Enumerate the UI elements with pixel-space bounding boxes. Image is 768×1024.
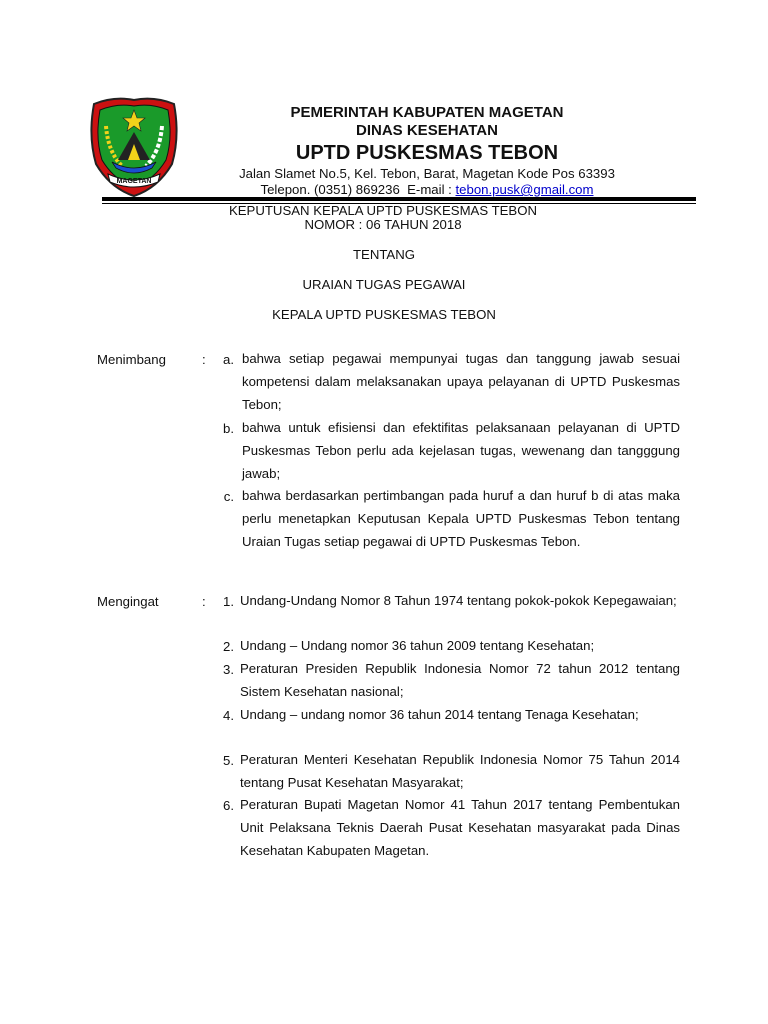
mengingat-marker-6: 6. bbox=[223, 798, 234, 813]
mengingat-marker-1: 1. bbox=[223, 594, 234, 609]
menimbang-marker-c: c. bbox=[223, 489, 234, 504]
decree-issuer: KEPALA UPTD PUSKESMAS TEBON bbox=[272, 307, 496, 322]
mengingat-item-2: Undang – Undang nomor 36 tahun 2009 tentang Kesehatan; bbox=[240, 638, 595, 653]
mengingat-item-4: Undang – undang nomor 36 tahun 2014 tentang Tenaga Kesehatan; bbox=[240, 707, 639, 722]
decree-subject: URAIAN TUGAS PEGAWAI bbox=[302, 277, 466, 292]
mengingat-marker-3: 3. bbox=[223, 662, 234, 677]
letterhead-address: Jalan Slamet No.5, Kel. Tebon, Barat, Magetan Kode Pos 63393 bbox=[239, 166, 615, 181]
letterhead-unit: UPTD PUSKESMAS TEBON bbox=[295, 142, 559, 164]
mengingat-item-3: Peraturan Presiden Republik Indonesia Nomor 72 tahun 2012 tentang Sistem Kesehatan nasional; bbox=[240, 661, 680, 699]
menimbang-item-a: bahwa setiap pegawai mempunyai tugas dan tanggung jawab sesuai kompetensi dalam melaksanakan upaya pelayanan di UPTD Puskesmas Tebon; bbox=[242, 351, 680, 412]
letterhead-government: PEMERINTAH KABUPATEN MAGETAN bbox=[290, 104, 564, 121]
mengingat-marker-4: 4. bbox=[223, 708, 234, 723]
mengingat-item-6: Peraturan Bupati Magetan Nomor 41 Tahun 2017 tentang Pembentukan Unit Pelaksana Teknis Daerah Pusat Kesehatan masyarakat pada Dinas Kesehatan Kabupaten Magetan. bbox=[240, 797, 680, 858]
menimbang-item-b: bahwa untuk efisiensi dan efektifitas pelaksanaan pelayanan di UPTD Puskesmas Tebon perlu ada kejelasan tugas, wewenang dan tangggung jawab; bbox=[242, 420, 680, 481]
mengingat-item-1: Undang-Undang Nomor 8 Tahun 1974 tentang pokok-pokok Kepegawaian; bbox=[240, 593, 677, 608]
menimbang-item-c: bahwa berdasarkan pertimbangan pada huruf a dan huruf b di atas maka perlu menetapkan Keputusan Kepala UPTD Puskesmas Tebon tentang Uraian Tugas setiap pegawai di UPTD Puskesmas Tebon. bbox=[242, 488, 680, 549]
menimbang-marker-a: a. bbox=[223, 352, 234, 367]
menimbang-label: Menimbang bbox=[97, 352, 166, 367]
menimbang-colon: : bbox=[202, 352, 206, 367]
letterhead-phone: Telepon. (0351) 869236 E-mail : bbox=[260, 182, 456, 197]
letterhead bbox=[190, 104, 664, 197]
mengingat-colon: : bbox=[202, 594, 206, 609]
mengingat-marker-5: 5. bbox=[223, 753, 234, 768]
decree-title: KEPUTUSAN KEPALA UPTD PUSKESMAS TEBON bbox=[228, 203, 538, 218]
decree-number: NOMOR : 06 TAHUN 2018 bbox=[304, 217, 462, 232]
letterhead-department: DINAS KESEHATAN bbox=[356, 122, 498, 139]
mengingat-item-5: Peraturan Menteri Kesehatan Republik Indonesia Nomor 75 Tahun 2014 tentang Pusat Kesehatan Masyarakat; bbox=[240, 752, 680, 790]
menimbang-marker-b: b. bbox=[223, 421, 234, 436]
magetan-coat-of-arms-logo bbox=[84, 96, 184, 198]
email-link[interactable]: tebon.pusk@gmail.com bbox=[455, 182, 594, 197]
letterhead-contact bbox=[190, 182, 664, 197]
decree-about: TENTANG bbox=[352, 247, 416, 262]
mengingat-label: Mengingat bbox=[97, 594, 159, 609]
letterhead-divider-thick bbox=[102, 197, 696, 201]
logo-ribbon-text: MAGETAN bbox=[116, 178, 152, 185]
mengingat-marker-2: 2. bbox=[223, 639, 234, 654]
